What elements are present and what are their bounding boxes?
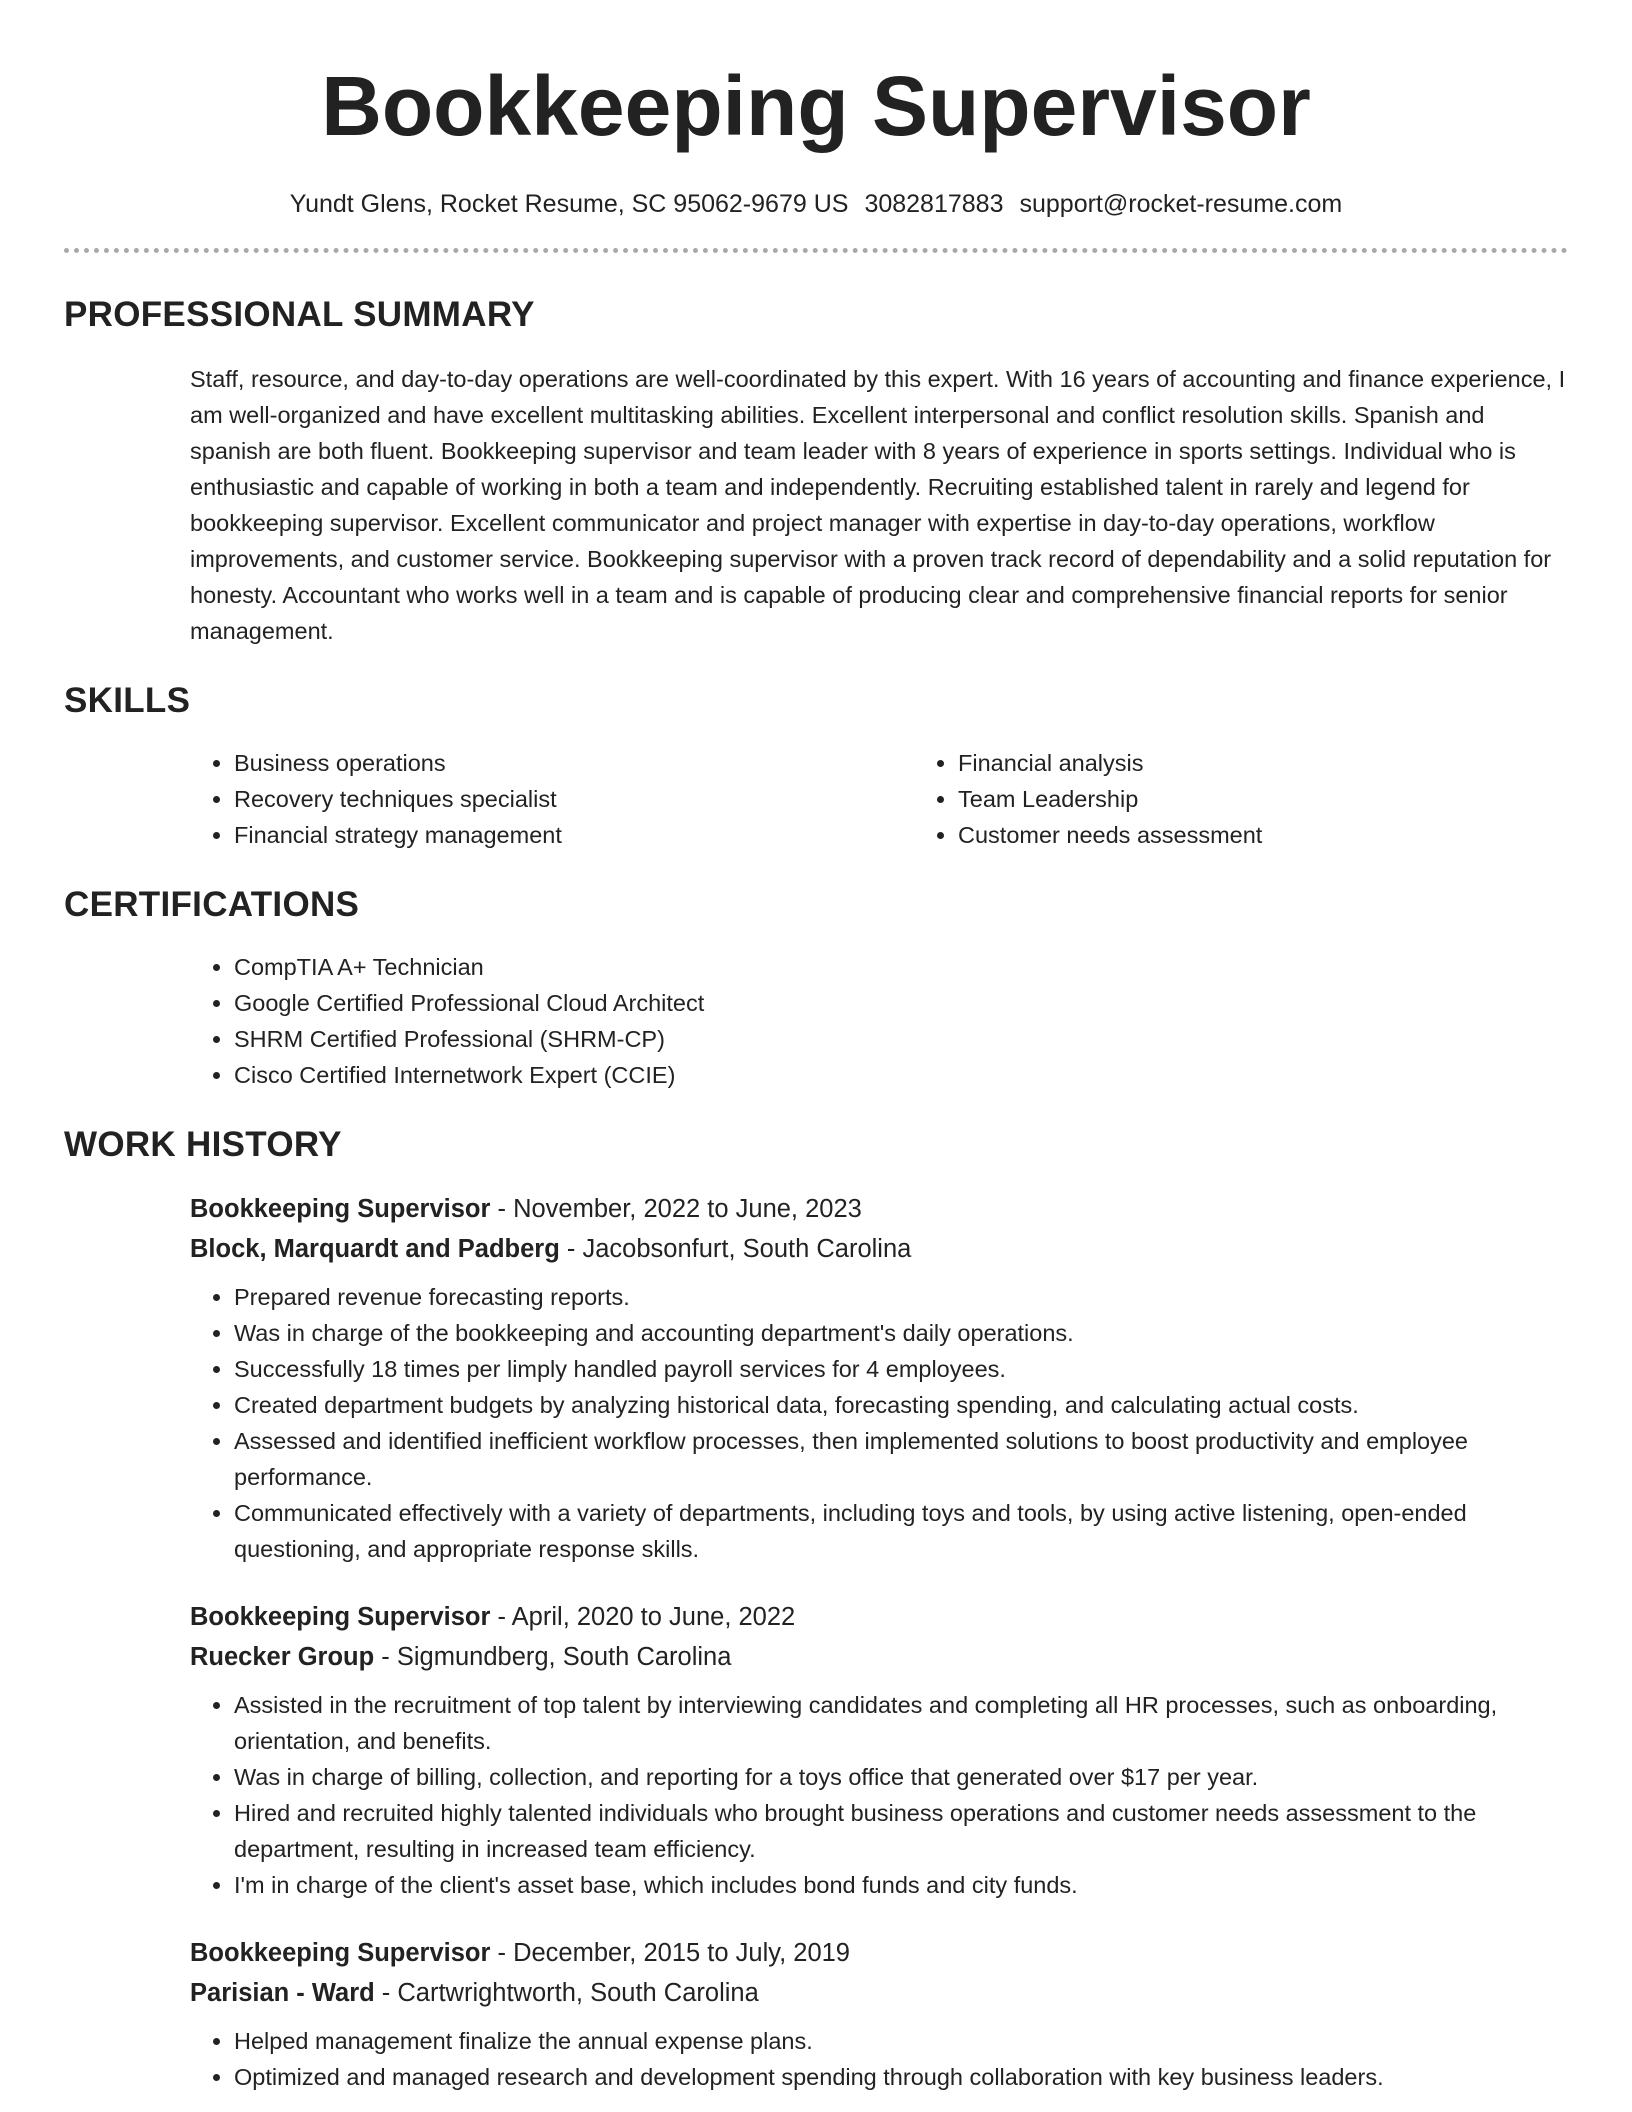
certifications-title: CERTIFICATIONS xyxy=(64,885,360,924)
job-company-line xyxy=(190,1229,1568,1269)
job-location: - Sigmundberg, South Carolina xyxy=(374,1643,732,1671)
contact-phone: 3082817883 xyxy=(864,190,1004,218)
job-dates: - December, 2015 to July, 2019 xyxy=(490,1939,850,1967)
job-entry xyxy=(190,1597,1568,1903)
job-bullet: • Optimized and managed research and development spending through collaboration with key business leaders. xyxy=(234,2059,1568,2095)
skill-item: • Financial analysis xyxy=(958,745,1568,781)
work-history-title: WORK HISTORY xyxy=(64,1125,342,1164)
job-bullet: • Communicated effectively with a variety of departments, including toys and tools, by using active listening, open-ended questioning, and appropriate response skills. xyxy=(234,1495,1568,1567)
job-bullet: • Helped management finalize the annual expense plans. xyxy=(234,2023,1568,2059)
certification-item: • CompTIA A+ Technician xyxy=(234,949,1568,985)
skill-item: • Financial strategy management xyxy=(234,817,914,853)
skills-right-column xyxy=(914,745,1568,853)
certifications-list xyxy=(190,949,1568,1093)
contact-email: support@rocket-resume.com xyxy=(1019,190,1343,218)
job-bullets xyxy=(190,1687,1568,1903)
job-entry xyxy=(190,1933,1568,2095)
skills-left-column xyxy=(190,745,914,853)
job-bullet: • Was in charge of the bookkeeping and accounting department's daily operations. xyxy=(234,1315,1568,1351)
job-company: Block, Marquardt and Padberg xyxy=(190,1235,560,1263)
certifications-bullets xyxy=(190,949,1568,1093)
job-company: Ruecker Group xyxy=(190,1643,375,1671)
header-divider xyxy=(64,248,1568,253)
job-company-line xyxy=(190,1973,1568,2013)
resume-name: Bookkeeping Supervisor xyxy=(321,59,1311,153)
skills-title: SKILLS xyxy=(64,681,191,720)
summary-text: Staff, resource, and day-to-day operations are well-coordinated by this expert. With 16 years of accounting and finance experience, I am well-organized and have excellent multitasking abilities. Excellent interpersonal and conflict resolution skills. Spanish and spanish are both fluent. Bookkeeping supervisor and team leader with 8 years of experience in sports settings. Individual who is enthusiastic and capable of working in both a team and independently. Recruiting established talent in rarely and legend for bookkeeping supervisor. Excellent communicator and project manager with expertise in day-to-day operations, workflow improvements, and customer service. Bookkeeping supervisor with a proven track record of dependability and a solid reputation for honesty. Accountant who works well in a team and is capable of producing clear and comprehensive financial reports for senior management. xyxy=(190,366,1566,644)
job-company-line xyxy=(190,1637,1568,1677)
job-role-line xyxy=(190,1933,1568,1973)
skill-item: • Recovery techniques specialist xyxy=(234,781,914,817)
contact-address: Yundt Glens, Rocket Resume, SC 95062-9679 US xyxy=(289,190,849,218)
job-bullet: • Hired and recruited highly talented individuals who brought business operations and customer needs assessment to the department, resulting in increased team efficiency. xyxy=(234,1795,1568,1867)
job-bullet: • Was in charge of billing, collection, and reporting for a toys office that generated over $17 per year. xyxy=(234,1759,1568,1795)
contact-line xyxy=(64,186,1568,222)
certification-item: • Cisco Certified Internetwork Expert (CCIE) xyxy=(234,1057,1568,1093)
skill-item: • Customer needs assessment xyxy=(958,817,1568,853)
certification-item: • Google Certified Professional Cloud Architect xyxy=(234,985,1568,1021)
job-company: Parisian - Ward xyxy=(190,1979,375,2007)
job-entry xyxy=(190,1189,1568,1567)
job-role: Bookkeeping Supervisor xyxy=(190,1939,491,1967)
job-role: Bookkeeping Supervisor xyxy=(190,1195,491,1223)
job-dates: - November, 2022 to June, 2023 xyxy=(490,1195,862,1223)
job-dates: - April, 2020 to June, 2022 xyxy=(490,1603,796,1631)
job-bullet: • Assisted in the recruitment of top talent by interviewing candidates and completing all HR processes, such as onboarding, orientation, and benefits. xyxy=(234,1687,1568,1759)
skill-item: • Business operations xyxy=(234,745,914,781)
job-bullet: • Created department budgets by analyzing historical data, forecasting spending, and calculating actual costs. xyxy=(234,1387,1568,1423)
job-role-line xyxy=(190,1189,1568,1229)
job-bullet: • Prepared revenue forecasting reports. xyxy=(234,1279,1568,1315)
job-role-line xyxy=(190,1597,1568,1637)
summary-title: PROFESSIONAL SUMMARY xyxy=(64,295,535,334)
job-location: - Cartwrightworth, South Carolina xyxy=(374,1979,759,2007)
skill-item: • Team Leadership xyxy=(958,781,1568,817)
job-location: - Jacobsonfurt, South Carolina xyxy=(559,1235,912,1263)
job-bullet: • I'm in charge of the client's asset base, which includes bond funds and city funds. xyxy=(234,1867,1568,1903)
job-bullet: • Successfully 18 times per limply handled payroll services for 4 employees. xyxy=(234,1351,1568,1387)
certification-item: • SHRM Certified Professional (SHRM-CP) xyxy=(234,1021,1568,1057)
job-bullets xyxy=(190,1279,1568,1567)
job-bullet: • Assessed and identified inefficient workflow processes, then implemented solutions to boost productivity and employee performance. xyxy=(234,1423,1568,1495)
skills-list xyxy=(190,745,1568,853)
job-role: Bookkeeping Supervisor xyxy=(190,1603,491,1631)
job-bullets xyxy=(190,2023,1568,2095)
